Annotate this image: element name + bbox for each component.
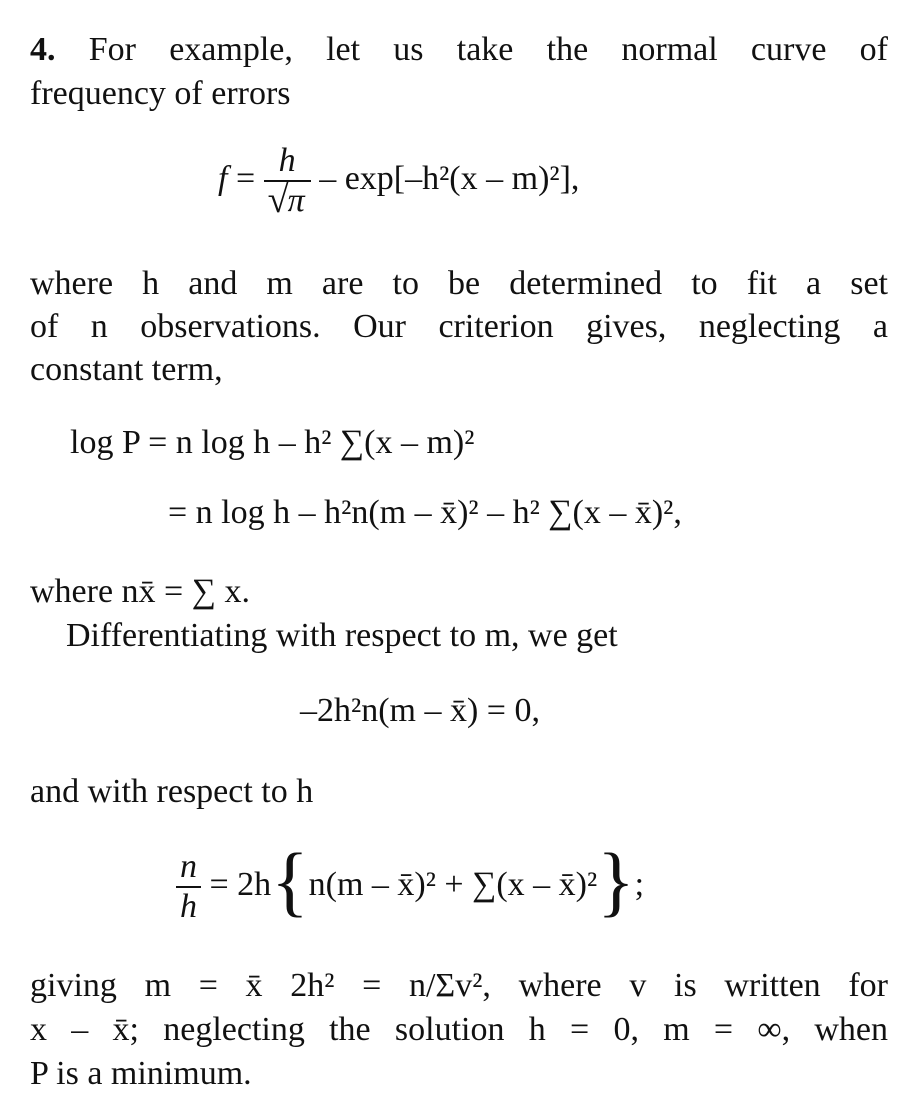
paragraph4-line1: and with respect to h bbox=[30, 773, 314, 810]
eq4-inner: n(m – x̄)² + ∑(x – x̄)² bbox=[308, 865, 598, 903]
left-brace-icon: { bbox=[271, 837, 309, 924]
paragraph1-line1 bbox=[30, 30, 888, 70]
eq4-fraction bbox=[176, 848, 201, 926]
eq1-fraction bbox=[264, 142, 311, 220]
right-brace-icon: } bbox=[597, 837, 635, 924]
paragraph5-line1: giving m = x̄ 2h² = n/Σv², where v is written for bbox=[30, 967, 888, 1004]
eq1-frac-den bbox=[264, 180, 311, 220]
equation-dm: –2h²n(m – x̄) = 0, bbox=[300, 692, 540, 729]
paragraph3-line2: Differentiating with respect to m, we get bbox=[66, 617, 618, 654]
paragraph3-line1: where nx̄ = ∑ x. bbox=[30, 573, 250, 610]
eq1-equals: = bbox=[235, 159, 256, 197]
eq1-sqrt bbox=[267, 179, 307, 221]
eq4-rest: = 2h bbox=[209, 865, 272, 903]
equation-logP-row2: = n log h – h²n(m – x̄)² – h² ∑(x – x̄)², bbox=[168, 494, 682, 531]
eq1-frac-num: h bbox=[278, 142, 296, 179]
sqrt-sign-icon: √ bbox=[267, 179, 289, 221]
paragraph5-line2: x – x̄; neglecting the solution h = 0, m = ∞, when bbox=[30, 1011, 888, 1048]
paragraph1-line1-text: For example, let us take the normal curve of bbox=[88, 31, 888, 68]
section-number: 4. bbox=[30, 31, 56, 68]
eq1-sqrt-arg: π bbox=[287, 182, 305, 219]
paragraph2-line3: constant term, bbox=[30, 351, 223, 388]
paragraph5-line3: P is a minimum. bbox=[30, 1055, 252, 1092]
eq1-lhs: f bbox=[218, 159, 228, 197]
eq4-frac-den: h bbox=[176, 886, 201, 926]
paragraph2-line2: of n observations. Our criterion gives, neglecting a bbox=[30, 308, 888, 345]
eq1-rest: – exp[–h²(x – m)²], bbox=[319, 159, 580, 197]
equation-logP-row1: log P = n log h – h² ∑(x – m)² bbox=[70, 424, 475, 461]
paragraph2-line1: where h and m are to be determined to fit a set bbox=[30, 265, 888, 302]
eq4-frac-num: n bbox=[180, 848, 197, 885]
paragraph1-line2: frequency of errors bbox=[30, 75, 291, 112]
eq4-end: ; bbox=[634, 865, 645, 903]
equation-normal-curve bbox=[218, 142, 579, 220]
equation-dh bbox=[176, 837, 645, 926]
